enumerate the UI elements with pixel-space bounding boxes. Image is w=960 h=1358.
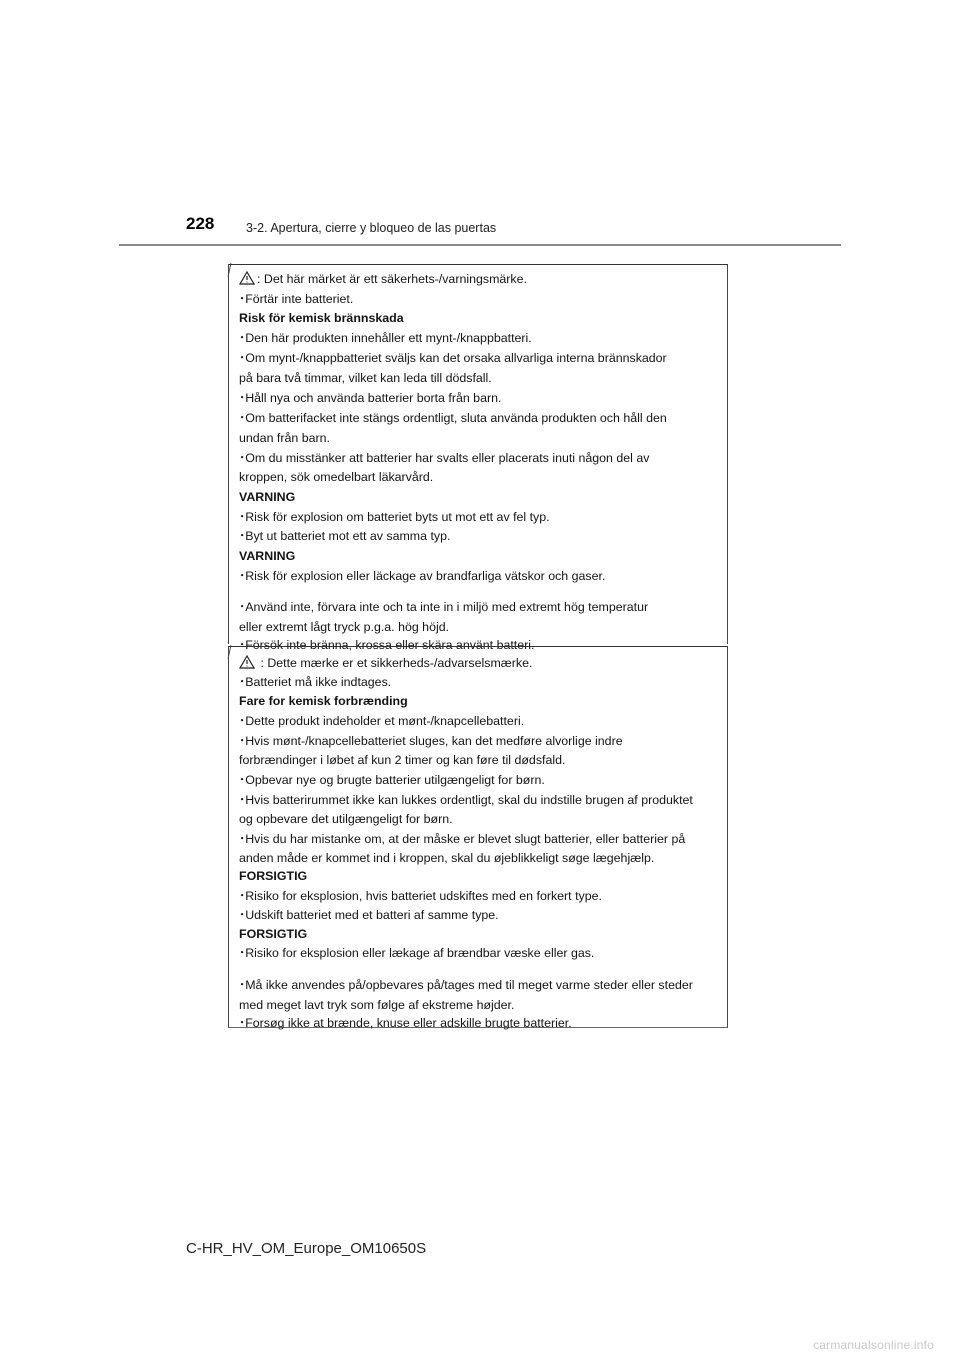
label-text: eller extremt lågt tryck p.g.a. hög höjd.: [239, 620, 450, 634]
label-text: anden måde er kommet ind i kroppen, skal du øjeblikkeligt søge lægehjælp.: [239, 851, 655, 865]
label-text-line: [239, 733, 623, 749]
label-text: undan från barn.: [239, 431, 330, 445]
label-text-line: [239, 430, 330, 446]
label-text-line: [239, 469, 433, 485]
label-text: : Det här märket är ett säkerhets-/varningsmärke.: [257, 272, 527, 286]
label-text: ･Den här produkten innehåller ett mynt-/knappbatteri.: [239, 331, 532, 345]
label-text: ･Risk för explosion eller läckage av brandfarliga vätskor och gaser.: [239, 569, 606, 583]
label-text: ･Forsøg ikke at brænde, knuse eller adskille brugte batterier.: [239, 1016, 572, 1030]
label-text-line: [239, 619, 449, 635]
label-text: ･Hvis du har mistanke om, at der måske er blevet slugt batterier, eller batterier på: [239, 832, 686, 846]
page-number: 228: [186, 214, 215, 233]
label-text: kroppen, sök omedelbart läkarvård.: [239, 470, 434, 484]
label-text-line: [239, 350, 667, 366]
label-text: forbrændinger i løbet af kun 2 timer og kan føre til dødsfald.: [239, 753, 566, 767]
label-text: ･Om mynt-/knappbatteriet sväljs kan det orsaka allvarliga interna brännskador: [239, 351, 667, 365]
label-text: ･Dette produkt indeholder et mønt-/knapcellebatteri.: [239, 714, 525, 728]
label-text: ･Må ikke anvendes på/opbevares på/tages med til meget varme steder eller steder: [239, 978, 693, 992]
label-heading: [239, 310, 404, 326]
label-text: ･Försök inte bränna, krossa eller skära använt batteri.: [239, 638, 535, 652]
label-text: ･Batteriet må ikke indtages.: [239, 675, 392, 689]
label-text-line: [239, 410, 667, 426]
label-heading: [239, 926, 307, 942]
label-text-line: [239, 1015, 572, 1031]
label-text-line: [239, 674, 391, 690]
label-text-line: [239, 370, 492, 386]
label-text: Fare for kemisk forbrænding: [239, 694, 408, 708]
label-text-line: [239, 977, 693, 993]
label-heading: [239, 693, 408, 709]
label-text-line: [239, 811, 453, 827]
label-text: Risk för kemisk brännskada: [239, 311, 404, 325]
label-text-line: [239, 772, 545, 788]
label-text: ･Hvis batterirummet ikke kan lukkes ordentligt, skal du indstille brugen af produktet: [239, 793, 693, 807]
label-text: ･Udskift batteriet med et batteri af samme type.: [239, 908, 499, 922]
label-text: FORSIGTIG: [239, 869, 308, 883]
header-divider: [119, 244, 841, 246]
label-text-line: [239, 528, 450, 544]
label-text-line: [239, 568, 605, 584]
label-heading: [239, 548, 295, 564]
label-text: FORSIGTIG: [239, 927, 308, 941]
label-text: ･Om batterifacket inte stängs ordentligt, sluta använda produkten och håll den: [239, 411, 667, 425]
label-text: ･Risiko for eksplosion eller lækage af brændbar væske eller gas.: [239, 946, 595, 960]
label-text: ･Hvis mønt-/knapcellebatteriet sluges, kan det medføre alvorlige indre: [239, 734, 623, 748]
label-text: ･Opbevar nye og brugte batterier utilgængeligt for børn.: [239, 773, 545, 787]
label-text-line: [239, 752, 565, 768]
label-text-line: [239, 850, 654, 866]
label-text-line: [239, 291, 353, 307]
watermark: carmanualsonline.info: [813, 1338, 934, 1352]
section-title: 3-2. Apertura, cierre y bloqueo de las puertas: [246, 221, 497, 235]
label-text-line: [239, 997, 514, 1013]
label-text: ･Använd inte, förvara inte och ta inte in i miljö med extremt hög temperatur: [239, 600, 649, 614]
label-text: ･Förtär inte batteriet.: [239, 292, 354, 306]
label-text: VARNING: [239, 490, 296, 504]
label-text: VARNING: [239, 549, 296, 563]
danish-warning-label: [228, 646, 728, 1028]
label-text-line: [239, 945, 594, 961]
label-text: : Dette mærke er et sikkerheds-/advarselsmærke.: [257, 656, 533, 670]
label-text-line: [239, 450, 649, 466]
label-text-line: [239, 271, 527, 287]
label-text: ･Byt ut batteriet mot ett av samma typ.: [239, 529, 451, 543]
label-heading: [239, 868, 307, 884]
warning-triangle-icon: [239, 271, 255, 285]
label-text: på bara två timmar, vilket kan leda till dödsfall.: [239, 371, 492, 385]
label-text: med meget lavt tryk som følge af ekstreme højder.: [239, 998, 515, 1012]
label-text: ･Håll nya och använda batterier borta från barn.: [239, 391, 502, 405]
label-text-line: [239, 330, 532, 346]
label-heading: [239, 489, 295, 505]
label-text-line: [239, 599, 648, 615]
label-text-line: [239, 713, 524, 729]
page-header: [0, 0, 960, 260]
label-text-line: [239, 831, 685, 847]
label-text-line: [239, 655, 532, 671]
swedish-warning-label: [228, 264, 728, 652]
label-text: ･Risk för explosion om batteriet byts ut mot ett av fel typ.: [239, 510, 550, 524]
label-text: og opbevare det utilgængeligt for børn.: [239, 812, 453, 826]
document-code: C-HR_HV_OM_Europe_OM10650S: [186, 1240, 427, 1257]
label-text: ･Om du misstänker att batterier har svalts eller placerats inuti någon del av: [239, 451, 650, 465]
warning-triangle-icon: [239, 655, 255, 669]
label-text-line: [239, 390, 501, 406]
label-text-line: [239, 907, 499, 923]
label-text: ･Risiko for eksplosion, hvis batteriet udskiftes med en forkert type.: [239, 889, 602, 903]
label-text-line: [239, 509, 550, 525]
label-text-line: [239, 792, 693, 808]
label-text-line: [239, 888, 602, 904]
